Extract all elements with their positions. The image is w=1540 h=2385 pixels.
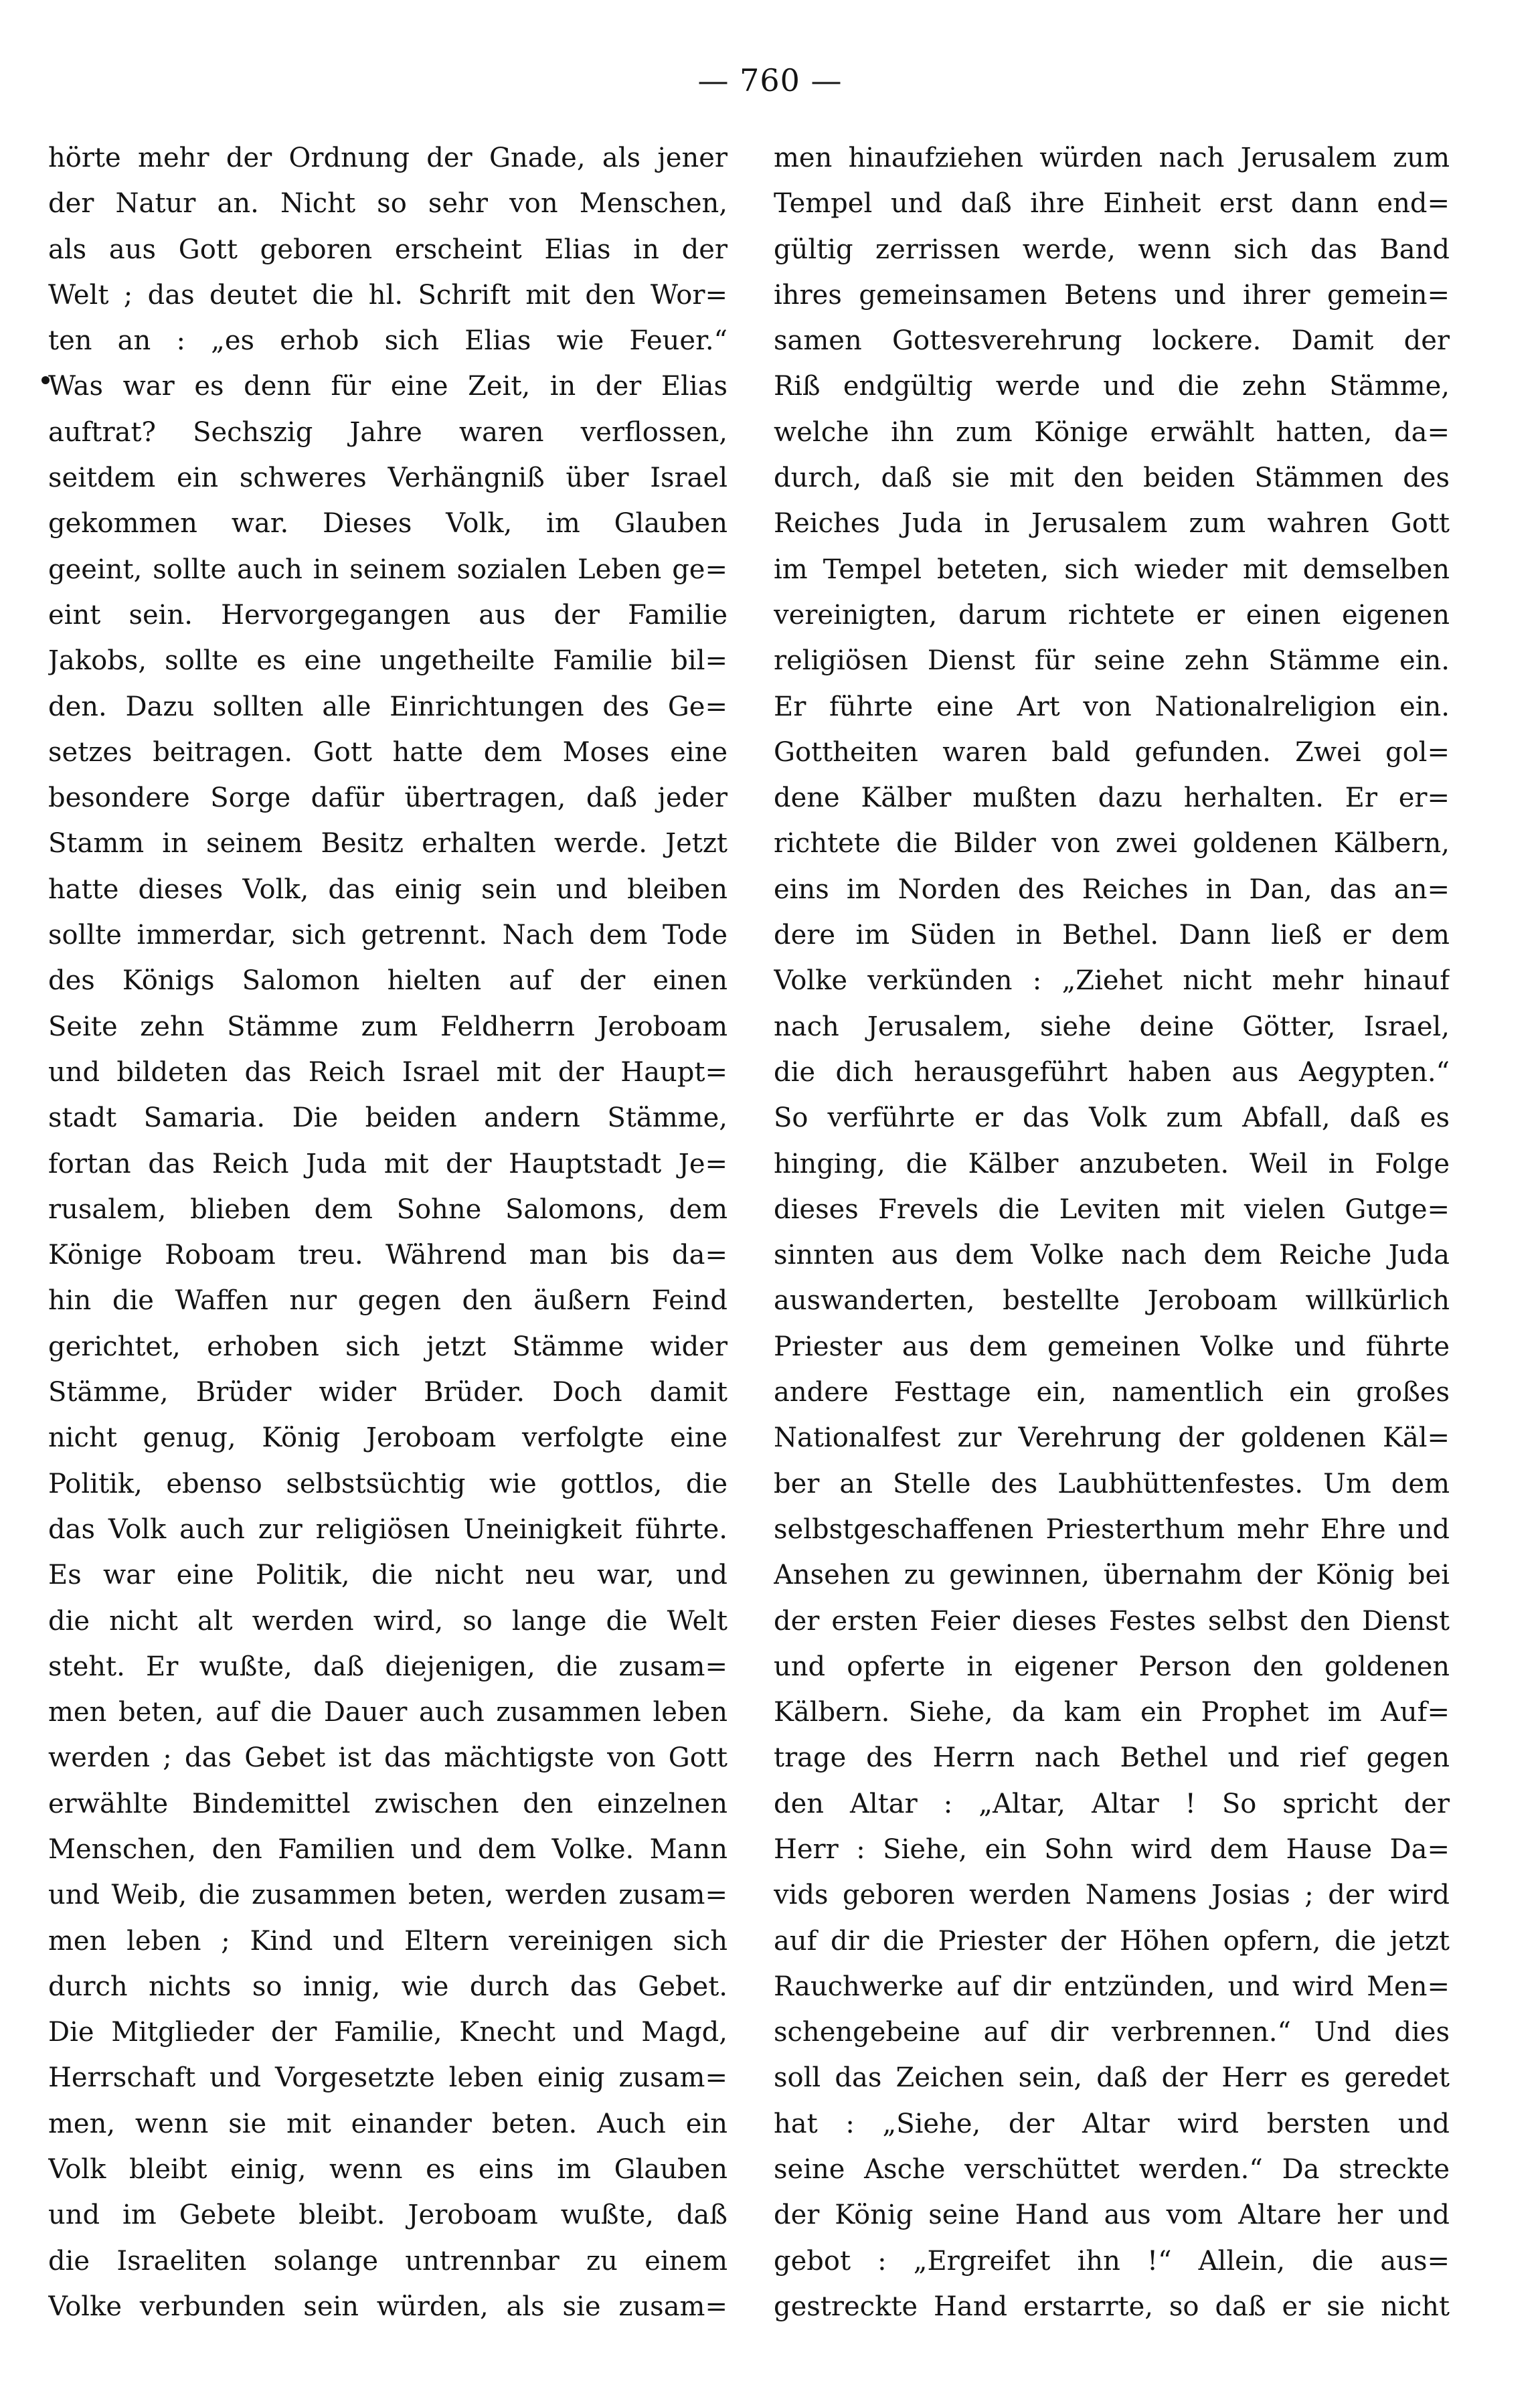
text-line: ihres gemeinsamen Betens und ihrer gemein=	[774, 279, 1450, 311]
text-line: stadt Samaria. Die beiden andern Stämme,	[48, 1102, 728, 1134]
text-line: Nationalfest zur Verehrung der goldenen Käl=	[774, 1422, 1450, 1454]
text-line: Welt ; das deutet die hl. Schrift mit den Wor=	[48, 279, 728, 311]
text-line: rusalem, blieben dem Sohne Salomons, dem	[48, 1194, 728, 1225]
text-line: sinnten aus dem Volke nach dem Reiche Juda	[774, 1240, 1450, 1271]
text-line: die dich herausgeführt haben aus Aegypten.“	[774, 1056, 1450, 1088]
text-line: der ersten Feier dieses Festes selbst den Dienst	[774, 1605, 1450, 1637]
text-line: auf dir die Priester der Höhen opfern, die jetzt	[774, 1925, 1450, 1957]
text-line: Gottheiten waren bald gefunden. Zwei gol=	[774, 736, 1450, 768]
text-line: dere im Süden in Bethel. Dann ließ er dem	[774, 920, 1450, 951]
text-line: der König seine Hand aus vom Altare her und	[774, 2200, 1450, 2231]
right-text-column	[774, 135, 1450, 2329]
text-line: erwählte Bindemittel zwischen den einzelnen	[48, 1788, 728, 1819]
text-line: Es war eine Politik, die nicht neu war, und	[48, 1560, 728, 1591]
text-line: Priester aus dem gemeinen Volke und führte	[774, 1331, 1450, 1362]
text-line: Herrschaft und Vorgesetzte leben einig zusam=	[48, 2062, 728, 2094]
text-line: den Altar : „Altar, Altar ! So spricht der	[774, 1788, 1450, 1819]
text-line: Jakobs, sollte es eine ungetheilte Familie bil=	[48, 645, 728, 677]
text-line: dene Kälber mußten dazu herhalten. Er er=	[774, 783, 1450, 814]
text-line: werden ; das Gebet ist das mächtigste von Gott	[48, 1742, 728, 1774]
text-line: Könige Roboam treu. Während man bis da=	[48, 1240, 728, 1271]
text-line: seitdem ein schweres Verhängniß über Israel	[48, 463, 728, 494]
text-line: und opferte in eigener Person den goldenen	[774, 1651, 1450, 1682]
text-line: Politik, ebenso selbstsüchtig wie gottlos, die	[48, 1468, 728, 1499]
text-line: der Natur an. Nicht so sehr von Menschen,	[48, 188, 728, 220]
page-number: — 760 —	[697, 62, 843, 98]
text-line: gültig zerrissen werde, wenn sich das Band	[774, 234, 1450, 265]
text-line: Volke verbunden sein würden, als sie zusam=	[48, 2291, 728, 2322]
text-line: Stamm in seinem Besitz erhalten werde. Jetzt	[48, 828, 728, 859]
text-line: hinging, die Kälber anzubeten. Weil in Folge	[774, 1148, 1450, 1179]
text-line: Kälbern. Siehe, da kam ein Prophet im Auf=	[774, 1697, 1450, 1728]
text-line: Stämme, Brüder wider Brüder. Doch damit	[48, 1377, 728, 1408]
text-line: und bildeten das Reich Israel mit der Haupt=	[48, 1056, 728, 1088]
text-line: setzes beitragen. Gott hatte dem Moses eine	[48, 736, 728, 768]
text-line: des Königs Salomon hielten auf der einen	[48, 965, 728, 997]
text-line: vereinigten, darum richtete er einen eigenen	[774, 599, 1450, 631]
text-line: durch, daß sie mit den beiden Stämmen des	[774, 463, 1450, 494]
text-line: gerichtet, erhoben sich jetzt Stämme wider	[48, 1331, 728, 1362]
text-line: fortan das Reich Juda mit der Hauptstadt Je=	[48, 1148, 728, 1179]
text-line: Menschen, den Familien und dem Volke. Mann	[48, 1833, 728, 1865]
text-line: gestreckte Hand erstarrte, so daß er sie nicht	[774, 2291, 1450, 2322]
text-line: den. Dazu sollten alle Einrichtungen des Ge=	[48, 691, 728, 722]
text-line: eins im Norden des Reiches in Dan, das an=	[774, 874, 1450, 905]
text-line: dieses Frevels die Leviten mit vielen Gutge=	[774, 1194, 1450, 1225]
text-line: hörte mehr der Ordnung der Gnade, als jener	[48, 143, 728, 173]
text-line: Rauchwerke auf dir entzünden, und wird Men=	[774, 1971, 1450, 2002]
text-line: religiösen Dienst für seine zehn Stämme ein.	[774, 645, 1450, 677]
text-line: sollte immerdar, sich getrennt. Nach dem Tode	[48, 920, 728, 951]
text-line: hatte dieses Volk, das einig sein und bleiben	[48, 874, 728, 905]
text-line: men hinaufziehen würden nach Jerusalem zum	[774, 143, 1450, 173]
text-line: im Tempel beteten, sich wieder mit demselben	[774, 554, 1450, 585]
text-line: auswanderten, bestellte Jeroboam willkürlich	[774, 1285, 1450, 1317]
text-line: das Volk auch zur religiösen Uneinigkeit führte.	[48, 1513, 728, 1545]
text-line: ber an Stelle des Laubhüttenfestes. Um dem	[774, 1468, 1450, 1499]
text-line: Er führte eine Art von Nationalreligion ein.	[774, 691, 1450, 722]
text-line: nach Jerusalem, siehe deine Götter, Israel,	[774, 1011, 1450, 1042]
text-line: So verführte er das Volk zum Abfall, daß es	[774, 1102, 1450, 1134]
text-line: Reiches Juda in Jerusalem zum wahren Gott	[774, 508, 1450, 540]
text-line: gebot : „Ergreifet ihn !“ Allein, die aus=	[774, 2245, 1450, 2277]
text-line: soll das Zeichen sein, daß der Herr es geredet	[774, 2062, 1450, 2094]
text-line: andere Festtage ein, namentlich ein großes	[774, 1377, 1450, 1408]
text-line: auftrat? Sechszig Jahre waren verflossen,	[48, 416, 728, 448]
text-line: durch nichts so innig, wie durch das Gebet.	[48, 1971, 728, 2002]
text-line: ten an : „es erhob sich Elias wie Feuer.“	[48, 325, 728, 357]
text-line: schengebeine auf dir verbrennen.“ Und dies	[774, 2017, 1450, 2048]
text-line: die nicht alt werden wird, so lange die Welt	[48, 1605, 728, 1637]
text-line: trage des Herrn nach Bethel und rief gegen	[774, 1742, 1450, 1774]
text-line: nicht genug, König Jeroboam verfolgte eine	[48, 1422, 728, 1454]
text-line: Volk bleibt einig, wenn es eins im Glauben	[48, 2154, 728, 2186]
text-line: richtete die Bilder von zwei goldenen Kälbern,	[774, 828, 1450, 859]
text-line: Tempel und daß ihre Einheit erst dann end=	[774, 188, 1450, 220]
text-line: geeint, sollte auch in seinem sozialen Leben ge=	[48, 554, 728, 585]
text-line: samen Gottesverehrung lockere. Damit der	[774, 325, 1450, 357]
text-line: hat : „Siehe, der Altar wird bersten und	[774, 2108, 1450, 2139]
text-line: die Israeliten solange untrennbar zu einem	[48, 2245, 728, 2277]
text-line: Was war es denn für eine Zeit, in der Elias	[48, 371, 728, 402]
text-line: men, wenn sie mit einander beten. Auch ein	[48, 2108, 728, 2139]
text-line: vids geboren werden Namens Josias ; der wird	[774, 1880, 1450, 1911]
text-line: eint sein. Hervorgegangen aus der Familie	[48, 599, 728, 631]
text-line: und Weib, die zusammen beten, werden zusam=	[48, 1880, 728, 1911]
text-line: men leben ; Kind und Eltern vereinigen sich	[48, 1925, 728, 1957]
text-line: Volke verkünden : „Ziehet nicht mehr hinauf	[774, 965, 1450, 997]
text-line: und im Gebete bleibt. Jeroboam wußte, daß	[48, 2200, 728, 2231]
text-line: Die Mitglieder der Familie, Knecht und Magd,	[48, 2017, 728, 2048]
text-line: men beten, auf die Dauer auch zusammen leben	[48, 1697, 728, 1728]
text-line: Seite zehn Stämme zum Feldherrn Jeroboam	[48, 1011, 728, 1042]
text-line: welche ihn zum Könige erwählt hatten, da=	[774, 416, 1450, 448]
text-line: Ansehen zu gewinnen, übernahm der König bei	[774, 1560, 1450, 1591]
text-line: gekommen war. Dieses Volk, im Glauben	[48, 508, 728, 540]
text-line: hin die Waffen nur gegen den äußern Feind	[48, 1285, 728, 1317]
text-line: steht. Er wußte, daß diejenigen, die zusam=	[48, 1651, 728, 1682]
text-line: Riß endgültig werde und die zehn Stämme,	[774, 371, 1450, 402]
text-line: als aus Gott geboren erscheint Elias in der	[48, 234, 728, 265]
left-text-column	[48, 135, 728, 2329]
text-line: Herr : Siehe, ein Sohn wird dem Hause Da=	[774, 1833, 1450, 1865]
text-line: besondere Sorge dafür übertragen, daß jeder	[48, 783, 728, 814]
text-line: seine Asche verschüttet werden.“ Da streckte	[774, 2154, 1450, 2186]
text-line: selbstgeschaffenen Priesterthum mehr Ehre und	[774, 1513, 1450, 1545]
